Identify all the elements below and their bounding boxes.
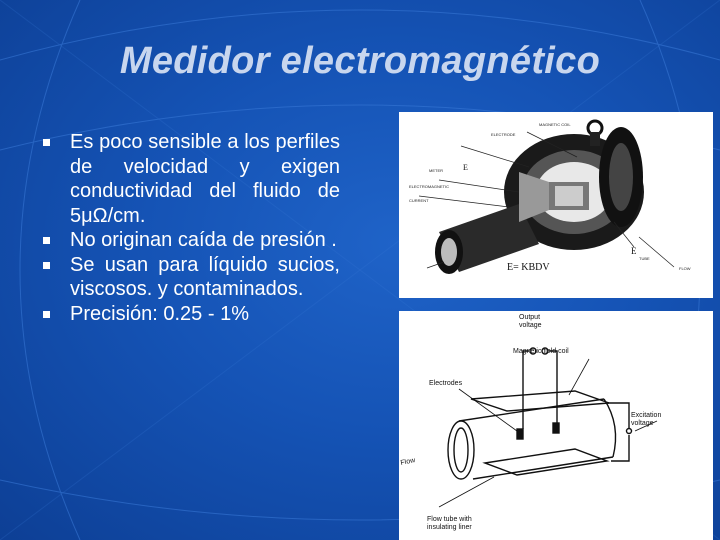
label-e-top: E [463, 163, 468, 172]
bullet-square-icon [43, 237, 50, 244]
bullet-text: Se usan para líquido sucios, viscosos. y contaminados. [70, 253, 340, 300]
bullet-text: Es poco sensible a los perfiles de velocidad y exigen conductividad del fluido de 5μΩ/cm. [70, 131, 340, 227]
label-flow-tube-1: Flow tube with [427, 516, 472, 523]
svg-text:MAGNETIC COIL: MAGNETIC COIL [539, 122, 571, 127]
bullet-item [40, 228, 340, 253]
svg-text:CURRENT: CURRENT [409, 198, 429, 203]
flowmeter-schematic-image [399, 311, 713, 540]
svg-text:METER: METER [429, 168, 443, 173]
svg-text:FLOW: FLOW [679, 266, 691, 271]
label-output-voltage-2: voltage [519, 322, 542, 329]
label-excitation-1: Excitation [631, 412, 662, 419]
formula-label: E= KBDV [507, 262, 550, 273]
bullet-item [40, 130, 340, 228]
bullet-item [40, 253, 340, 302]
bullet-square-icon [43, 262, 50, 269]
label-flow-tube-2: insulating liner [427, 524, 472, 531]
slide-title: Medidor electromagnético [119, 40, 601, 82]
label-magnetic-field-coil: Magnetic field coil [513, 348, 569, 355]
label-excitation-2: voltage [631, 420, 654, 427]
label-output-voltage-1: Output [519, 314, 541, 321]
bullet-list [40, 130, 340, 326]
bullet-text: Precisión: 0.25 - 1% [70, 302, 249, 325]
svg-text:ELECTROMAGNETIC: ELECTROMAGNETIC [409, 184, 450, 189]
bullet-text: No originan caída de presión . [70, 229, 337, 251]
bullet-square-icon [43, 139, 50, 146]
flowmeter-cutaway-image [399, 112, 713, 298]
label-electrodes: Electrodes [429, 380, 463, 387]
bullet-square-icon [43, 311, 50, 318]
svg-text:TUBE: TUBE [639, 256, 650, 261]
label-e-right: E [631, 246, 637, 256]
svg-text:ELECTRODE: ELECTRODE [491, 132, 516, 137]
bullet-item [40, 302, 340, 327]
label-flow: Flow [399, 457, 416, 467]
